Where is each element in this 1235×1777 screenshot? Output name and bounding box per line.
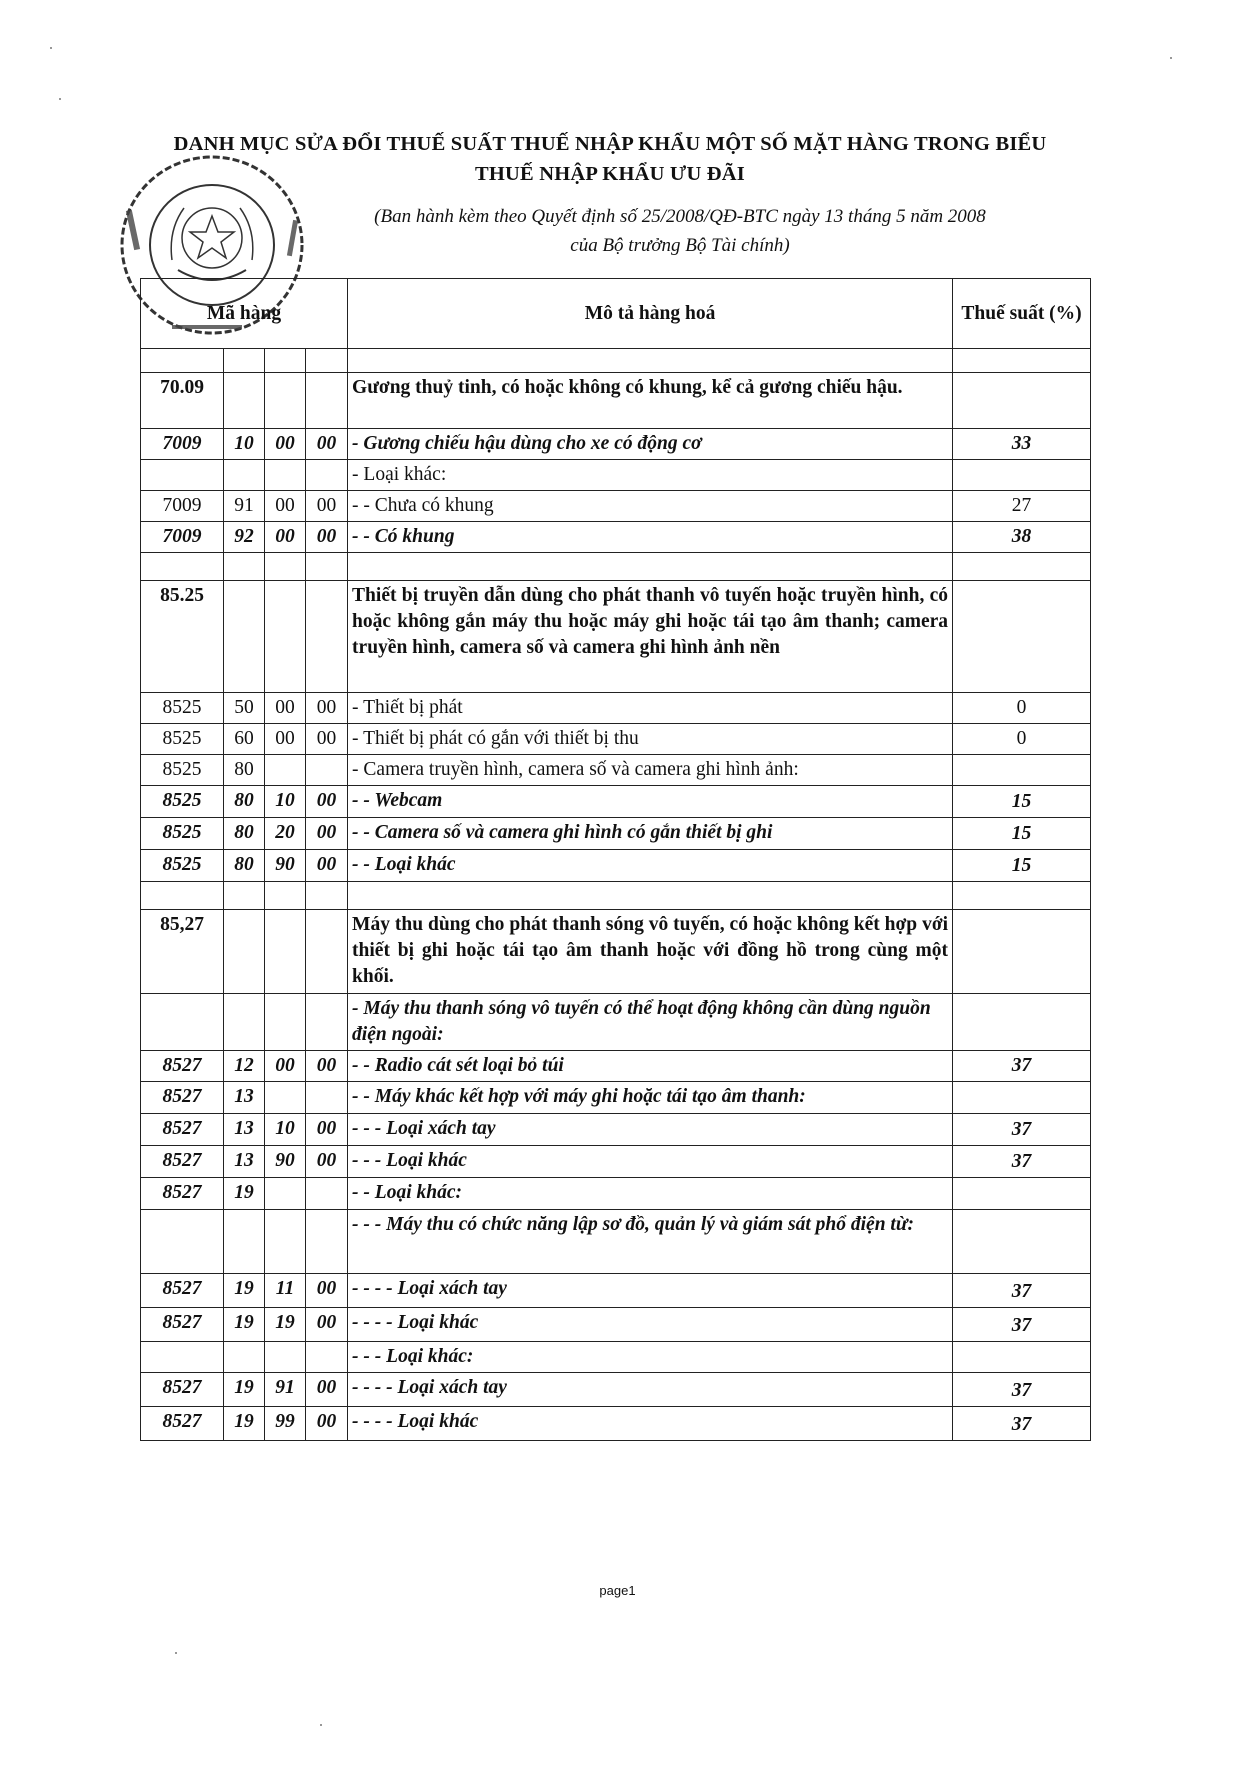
code-statistical — [306, 882, 348, 910]
code-tariff-line: 00 — [265, 693, 306, 724]
code-statistical: 00 — [306, 1407, 348, 1441]
rate-cell: 38 — [953, 522, 1091, 553]
code-statistical — [306, 581, 348, 693]
code-statistical: 00 — [306, 850, 348, 882]
code-subheading: 19 — [224, 1274, 265, 1308]
code-subheading: 19 — [224, 1407, 265, 1441]
code-heading: 8527 — [141, 1178, 224, 1210]
document-subtitle-line-2: của Bộ trưởng Bộ Tài chính) — [570, 235, 790, 256]
table-row — [141, 693, 1091, 724]
code-tariff-line — [265, 1178, 306, 1210]
code-subheading: 13 — [224, 1146, 265, 1178]
table-row — [141, 1308, 1091, 1342]
code-heading — [141, 553, 224, 581]
code-statistical: 00 — [306, 1308, 348, 1342]
rate-cell: 37 — [953, 1407, 1091, 1441]
code-tariff-line — [265, 1342, 306, 1373]
rate-cell — [953, 581, 1091, 693]
rate-cell — [953, 349, 1091, 373]
code-heading: 8525 — [141, 786, 224, 818]
rate-cell: 15 — [953, 818, 1091, 850]
table-row — [141, 1082, 1091, 1114]
table-row — [141, 994, 1091, 1051]
code-subheading: 13 — [224, 1114, 265, 1146]
rate-cell: 37 — [953, 1114, 1091, 1146]
code-subheading — [224, 882, 265, 910]
code-heading — [141, 349, 224, 373]
table-row — [141, 581, 1091, 693]
scan-speck — [175, 1652, 177, 1654]
code-statistical — [306, 755, 348, 786]
description-cell: - - - Loại khác — [348, 1146, 953, 1178]
code-heading: 8527 — [141, 1146, 224, 1178]
document-title-line-2: THUẾ NHẬP KHẨU ƯU ĐÃI — [475, 163, 745, 185]
code-subheading: 92 — [224, 522, 265, 553]
code-heading — [141, 1342, 224, 1373]
code-heading: 8527 — [141, 1407, 224, 1441]
table-row — [141, 1373, 1091, 1407]
code-subheading — [224, 1210, 265, 1274]
code-statistical — [306, 994, 348, 1051]
description-cell: - - - Máy thu có chức năng lập sơ đồ, quản lý và giám sát phổ điện từ: — [348, 1210, 953, 1274]
header-description: Mô tả hàng hoá — [348, 279, 953, 349]
table-row — [141, 1146, 1091, 1178]
code-heading: 8525 — [141, 818, 224, 850]
table-row — [141, 429, 1091, 460]
table-row — [141, 818, 1091, 850]
code-heading: 85,27 — [141, 910, 224, 994]
code-statistical — [306, 373, 348, 429]
description-cell: Thiết bị truyền dẫn dùng cho phát thanh vô tuyến hoặc truyền hình, có hoặc không gắn máy thu hoặc máy ghi hoặc tái tạo âm thanh; camera truyền hình, camera số và camera ghi hình ảnh nền — [348, 581, 953, 693]
code-subheading — [224, 994, 265, 1051]
rate-cell — [953, 553, 1091, 581]
header-code: Mã hàng — [141, 279, 348, 349]
code-subheading — [224, 910, 265, 994]
table-row — [141, 786, 1091, 818]
scan-speck — [1170, 57, 1172, 59]
description-cell: - - - Loại khác: — [348, 1342, 953, 1373]
code-statistical: 00 — [306, 693, 348, 724]
table-row — [141, 349, 1091, 373]
rate-cell — [953, 373, 1091, 429]
code-subheading — [224, 553, 265, 581]
rate-cell — [953, 1082, 1091, 1114]
code-subheading: 19 — [224, 1373, 265, 1407]
code-tariff-line: 91 — [265, 1373, 306, 1407]
rate-cell: 33 — [953, 429, 1091, 460]
code-tariff-line — [265, 910, 306, 994]
table-row — [141, 1342, 1091, 1373]
code-tariff-line — [265, 373, 306, 429]
table-row — [141, 1114, 1091, 1146]
code-heading — [141, 882, 224, 910]
code-heading: 8527 — [141, 1308, 224, 1342]
code-heading: 8527 — [141, 1274, 224, 1308]
code-subheading — [224, 460, 265, 491]
scan-speck — [59, 98, 61, 100]
table-row — [141, 850, 1091, 882]
table-row — [141, 1407, 1091, 1441]
code-tariff-line — [265, 755, 306, 786]
code-subheading: 60 — [224, 724, 265, 755]
code-statistical: 00 — [306, 1373, 348, 1407]
table-row — [141, 460, 1091, 491]
table-header-row — [141, 279, 1091, 349]
tariff-table — [140, 278, 1091, 1441]
code-tariff-line: 99 — [265, 1407, 306, 1441]
table-row — [141, 910, 1091, 994]
description-cell: - - - - Loại khác — [348, 1407, 953, 1441]
description-cell: - Thiết bị phát — [348, 693, 953, 724]
scan-speck — [50, 47, 52, 49]
description-cell: - - - Loại xách tay — [348, 1114, 953, 1146]
code-tariff-line: 90 — [265, 1146, 306, 1178]
description-cell — [348, 882, 953, 910]
code-statistical — [306, 553, 348, 581]
code-heading: 7009 — [141, 522, 224, 553]
code-statistical: 00 — [306, 1114, 348, 1146]
code-subheading — [224, 1342, 265, 1373]
description-cell: - Gương chiếu hậu dùng cho xe có động cơ — [348, 429, 953, 460]
code-tariff-line: 19 — [265, 1308, 306, 1342]
description-cell: - Máy thu thanh sóng vô tuyến có thể hoạt động không cần dùng nguồn điện ngoài: — [348, 994, 953, 1051]
code-statistical: 00 — [306, 724, 348, 755]
table-row — [141, 755, 1091, 786]
code-tariff-line — [265, 1082, 306, 1114]
code-tariff-line: 00 — [265, 429, 306, 460]
code-heading: 8527 — [141, 1082, 224, 1114]
code-tariff-line — [265, 581, 306, 693]
table-row — [141, 1210, 1091, 1274]
rate-cell: 37 — [953, 1051, 1091, 1082]
code-heading: 8527 — [141, 1114, 224, 1146]
table-row — [141, 724, 1091, 755]
code-subheading: 19 — [224, 1308, 265, 1342]
description-cell — [348, 349, 953, 373]
code-heading: 8527 — [141, 1051, 224, 1082]
table-row — [141, 882, 1091, 910]
code-heading: 7009 — [141, 491, 224, 522]
code-tariff-line: 20 — [265, 818, 306, 850]
page-number: page1 — [599, 1583, 636, 1598]
document-subtitle-line-1: (Ban hành kèm theo Quyết định số 25/2008/QĐ-BTC ngày 13 tháng 5 năm 2008 — [374, 206, 986, 227]
code-subheading: 10 — [224, 429, 265, 460]
rate-cell: 0 — [953, 693, 1091, 724]
table-row — [141, 1274, 1091, 1308]
rate-cell: 15 — [953, 850, 1091, 882]
code-statistical: 00 — [306, 429, 348, 460]
rate-cell — [953, 882, 1091, 910]
rate-cell — [953, 755, 1091, 786]
rate-cell: 37 — [953, 1308, 1091, 1342]
table-row — [141, 553, 1091, 581]
code-tariff-line — [265, 1210, 306, 1274]
description-cell: - - Máy khác kết hợp với máy ghi hoặc tái tạo âm thanh: — [348, 1082, 953, 1114]
code-statistical — [306, 910, 348, 994]
rate-cell: 27 — [953, 491, 1091, 522]
description-cell — [348, 553, 953, 581]
code-statistical: 00 — [306, 1051, 348, 1082]
rate-cell: 0 — [953, 724, 1091, 755]
code-statistical — [306, 460, 348, 491]
description-cell: - - - - Loại xách tay — [348, 1373, 953, 1407]
code-tariff-line: 00 — [265, 491, 306, 522]
code-heading: 70.09 — [141, 373, 224, 429]
code-heading: 8525 — [141, 693, 224, 724]
scan-speck — [320, 1724, 322, 1726]
code-tariff-line: 11 — [265, 1274, 306, 1308]
description-cell: Máy thu dùng cho phát thanh sóng vô tuyến, có hoặc không kết hợp với thiết bị ghi hoặc tái tạo âm thanh hoặc với đồng hồ trong cùng một khối. — [348, 910, 953, 994]
code-statistical: 00 — [306, 522, 348, 553]
code-statistical: 00 — [306, 491, 348, 522]
code-heading: 8525 — [141, 755, 224, 786]
description-cell: - Thiết bị phát có gắn với thiết bị thu — [348, 724, 953, 755]
code-subheading — [224, 581, 265, 693]
code-heading: 8525 — [141, 850, 224, 882]
document-title-line-1: DANH MỤC SỬA ĐỔI THUẾ SUẤT THUẾ NHẬP KHẨU MỘT SỐ MẶT HÀNG TRONG BIỂU — [173, 133, 1047, 155]
description-cell: Gương thuỷ tinh, có hoặc không có khung, kể cả gương chiếu hậu. — [348, 373, 953, 429]
code-statistical — [306, 1342, 348, 1373]
description-cell: - - Loại khác — [348, 850, 953, 882]
table-row — [141, 1051, 1091, 1082]
description-cell: - - Radio cát sét loại bỏ túi — [348, 1051, 953, 1082]
code-subheading — [224, 349, 265, 373]
code-subheading: 80 — [224, 818, 265, 850]
code-statistical — [306, 349, 348, 373]
rate-cell — [953, 910, 1091, 994]
code-statistical: 00 — [306, 786, 348, 818]
code-subheading: 19 — [224, 1178, 265, 1210]
rate-cell — [953, 1342, 1091, 1373]
header-rate: Thuế suất (%) — [953, 279, 1091, 349]
code-subheading: 91 — [224, 491, 265, 522]
code-tariff-line — [265, 460, 306, 491]
rate-cell: 37 — [953, 1373, 1091, 1407]
code-tariff-line: 00 — [265, 1051, 306, 1082]
code-heading: 85.25 — [141, 581, 224, 693]
code-subheading: 50 — [224, 693, 265, 724]
code-tariff-line: 00 — [265, 522, 306, 553]
description-cell: - - Webcam — [348, 786, 953, 818]
code-tariff-line — [265, 349, 306, 373]
table-row — [141, 373, 1091, 429]
description-cell: - Camera truyền hình, camera số và camera ghi hình ảnh: — [348, 755, 953, 786]
code-statistical: 00 — [306, 1146, 348, 1178]
code-tariff-line — [265, 994, 306, 1051]
code-tariff-line: 90 — [265, 850, 306, 882]
code-subheading: 12 — [224, 1051, 265, 1082]
code-heading: 8525 — [141, 724, 224, 755]
description-cell: - - Có khung — [348, 522, 953, 553]
code-subheading: 13 — [224, 1082, 265, 1114]
table-row — [141, 491, 1091, 522]
rate-cell — [953, 994, 1091, 1051]
code-heading — [141, 994, 224, 1051]
description-cell: - - Loại khác: — [348, 1178, 953, 1210]
code-statistical — [306, 1178, 348, 1210]
rate-cell: 15 — [953, 786, 1091, 818]
code-subheading — [224, 373, 265, 429]
code-statistical — [306, 1082, 348, 1114]
rate-cell — [953, 1210, 1091, 1274]
code-tariff-line — [265, 553, 306, 581]
description-cell: - - - - Loại xách tay — [348, 1274, 953, 1308]
code-statistical — [306, 1210, 348, 1274]
description-cell: - - - - Loại khác — [348, 1308, 953, 1342]
code-subheading: 80 — [224, 786, 265, 818]
code-heading: 8527 — [141, 1373, 224, 1407]
description-cell: - - Chưa có khung — [348, 491, 953, 522]
rate-cell — [953, 460, 1091, 491]
description-cell: - - Camera số và camera ghi hình có gắn thiết bị ghi — [348, 818, 953, 850]
code-heading — [141, 1210, 224, 1274]
table-row — [141, 522, 1091, 553]
code-subheading: 80 — [224, 850, 265, 882]
code-tariff-line — [265, 882, 306, 910]
code-tariff-line: 00 — [265, 724, 306, 755]
code-statistical: 00 — [306, 1274, 348, 1308]
rate-cell: 37 — [953, 1274, 1091, 1308]
rate-cell — [953, 1178, 1091, 1210]
code-heading: 7009 — [141, 429, 224, 460]
table-row — [141, 1178, 1091, 1210]
code-heading — [141, 460, 224, 491]
rate-cell: 37 — [953, 1146, 1091, 1178]
code-tariff-line: 10 — [265, 786, 306, 818]
description-cell: - Loại khác: — [348, 460, 953, 491]
code-statistical: 00 — [306, 818, 348, 850]
code-tariff-line: 10 — [265, 1114, 306, 1146]
code-subheading: 80 — [224, 755, 265, 786]
